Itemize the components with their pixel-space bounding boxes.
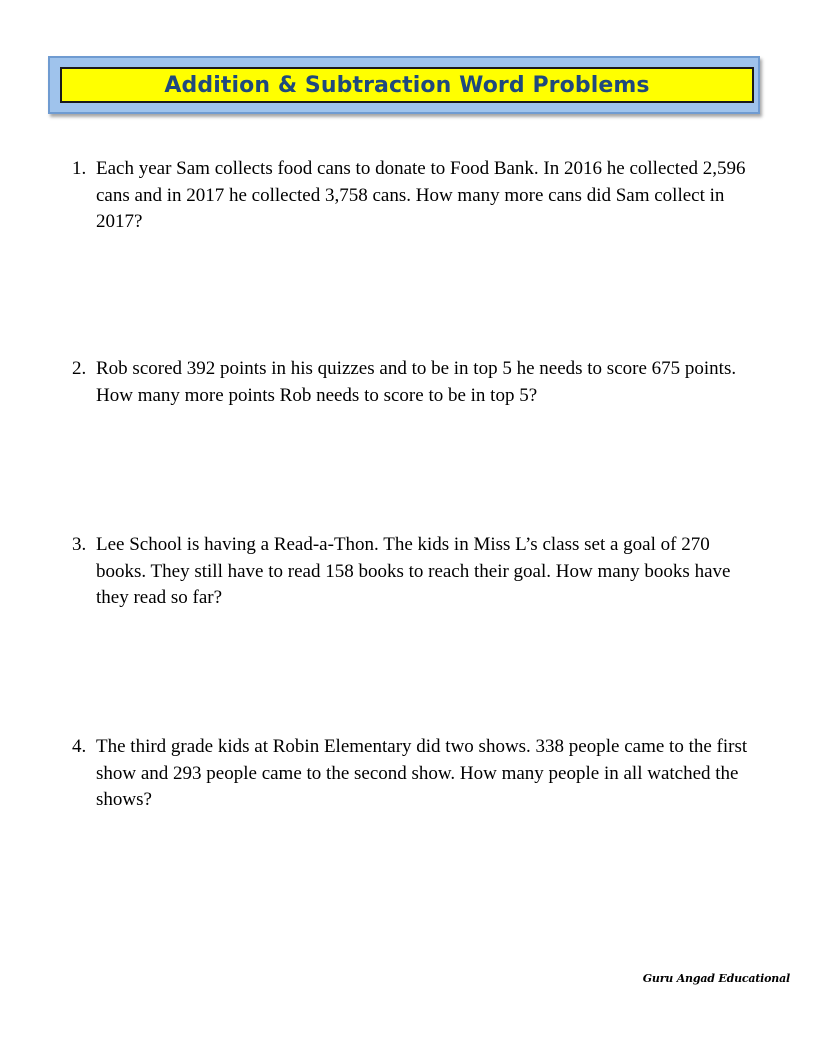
problem-number: 2. [72, 358, 87, 379]
problem-4 [72, 734, 762, 814]
problem-text: Each year Sam collects food cans to donate to Food Bank. In 2016 he collected 2,596 cans and in 2017 he collected 3,758 cans. How many more cans did Sam collect in 2017? [96, 158, 746, 232]
problem-text: Rob scored 392 points in his quizzes and to be in top 5 he needs to score 675 points. How many more points Rob needs to score to be in top 5? [96, 358, 737, 406]
problem-text: Lee School is having a Read-a-Thon. The kids in Miss L’s class set a goal of 270 books. They still have to read 158 books to reach their goal. How many books have they read so far? [96, 534, 731, 608]
problem-2 [72, 356, 762, 409]
problem-text: The third grade kids at Robin Elementary did two shows. 338 people came to the first show and 293 people came to the second show. How many people in all watched the shows? [96, 736, 748, 810]
page-title: Addition & Subtraction Word Problems [164, 72, 650, 98]
title-box [60, 67, 754, 103]
footer-credit: Guru Angad Educational [642, 972, 790, 985]
problem-number: 1. [72, 158, 87, 179]
problem-number: 3. [72, 534, 87, 555]
problem-3 [72, 532, 762, 612]
problem-number: 4. [72, 736, 87, 757]
problem-1 [72, 156, 762, 236]
